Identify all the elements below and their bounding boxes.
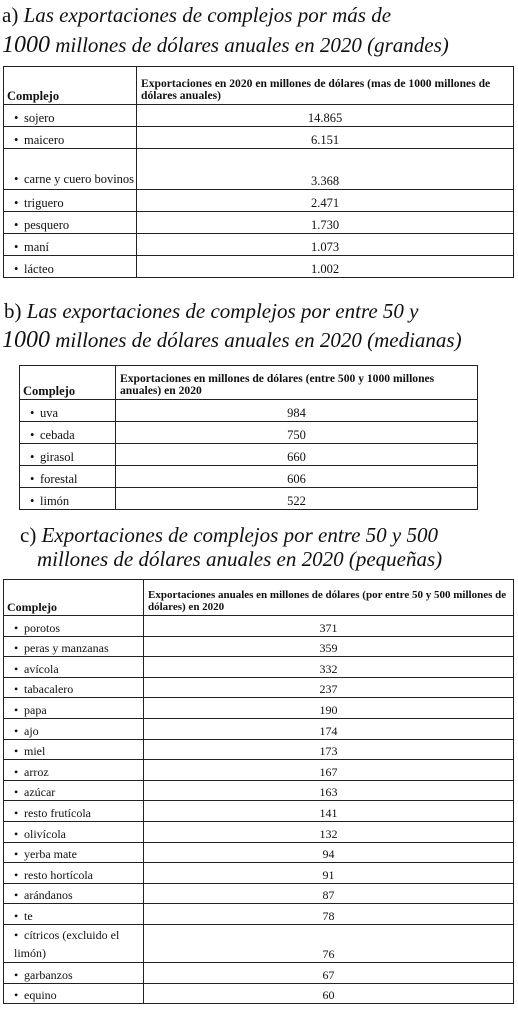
column-header-complejo: Complejo [20,366,116,400]
table-row [20,488,478,510]
export-value: 87 [144,883,514,904]
table-row [4,904,514,925]
section-c-title-2 [37,546,518,572]
complex-name: • limón [20,488,116,510]
table-row [4,801,514,822]
complex-name: • cebada [20,422,116,444]
complex-name: • triguero [4,190,137,212]
complex-name: • resto frutícola [4,801,144,822]
complex-name: • papa [4,698,144,719]
complex-name: • te [4,904,144,925]
complex-name: • azúcar [4,780,144,801]
table-row [4,636,514,657]
export-value: 190 [144,698,514,719]
section-a-title-line2: millones de dólares anuales en 2020 (grandes) [55,33,449,57]
export-value: 3.368 [137,149,514,190]
table-row [4,983,514,1004]
table-row [20,466,478,488]
complex-name: • resto hortícola [4,863,144,884]
section-a-title-line1: Las exportaciones de complejos por más de [23,3,392,27]
complex-name: • uva [20,400,116,422]
table-row [4,234,514,256]
export-value: 173 [144,739,514,760]
table-header-row [4,67,514,105]
table-row [4,657,514,678]
table-large-complexes [3,66,514,278]
export-value: 6.151 [137,127,514,149]
complex-name: • olivícola [4,821,144,842]
section-c-title [20,522,518,548]
section-b-title-2 [2,327,518,353]
section-b-title-line1: Las exportaciones de complejos por entre 50 y [26,299,419,323]
export-value: 67 [144,962,514,983]
export-value: 132 [144,821,514,842]
table-row [4,212,514,234]
export-value: 984 [116,400,478,422]
section-b-title [4,298,518,324]
export-value: 78 [144,904,514,925]
table-header-row [20,366,478,400]
table-row [20,422,478,444]
section-c-title-line2: millones de dólares anuales en 2020 (pequeñas) [37,547,443,571]
export-value: 1.073 [137,234,514,256]
complex-name: • avícola [4,657,144,678]
table-row [4,739,514,760]
section-a-title-lead: a) [2,3,19,27]
table-row [4,677,514,698]
table-row [4,883,514,904]
export-value: 606 [116,466,478,488]
column-header-complejo: Complejo [4,67,137,105]
complex-name: • sojero [4,105,137,127]
section-a-title-2 [2,32,518,58]
table-row [4,105,514,127]
complex-name: • arándanos [4,883,144,904]
section-b-title-lead: b) [4,299,22,323]
table-row [4,780,514,801]
table-row [4,149,514,190]
complex-name: • forestal [20,466,116,488]
table-row [4,718,514,739]
export-value: 163 [144,780,514,801]
complex-name: • porotos [4,616,144,637]
section-c-title-line1: Exportaciones de complejos por entre 50 y 500 [41,523,438,547]
complex-name: • girasol [20,444,116,466]
export-value: 14.865 [137,105,514,127]
complex-name: • ajo [4,718,144,739]
column-header-complejo: Complejo [4,580,144,616]
export-value: 76 [144,924,514,962]
table-row [4,842,514,863]
export-value: 2.471 [137,190,514,212]
column-header-exports: Exportaciones anuales en millones de dólares (por entre 50 y 500 millones de dólares) en 2020 [144,580,514,616]
export-value: 237 [144,677,514,698]
table-row [4,760,514,781]
complex-name: • tabacalero [4,677,144,698]
section-a-title [2,2,518,28]
table-row [20,400,478,422]
table-row [20,444,478,466]
table-row [4,190,514,212]
column-header-exports: Exportaciones en millones de dólares (entre 500 y 1000 millones anuales) en 2020 [116,366,478,400]
table-row [4,256,514,278]
complex-name: • yerba mate [4,842,144,863]
export-value: 141 [144,801,514,822]
export-value: 94 [144,842,514,863]
table-row [4,924,514,962]
export-value: 359 [144,636,514,657]
table-row [4,616,514,637]
export-value: 750 [116,422,478,444]
complex-name: • maní [4,234,137,256]
export-value: 91 [144,863,514,884]
complex-name: • miel [4,739,144,760]
section-b-title-number: 1000 [2,327,50,353]
complex-name: • equino [4,983,144,1004]
complex-name: • carne y cuero bovinos [4,149,137,190]
export-value: 660 [116,444,478,466]
complex-name: • cítricos (excluido el limón) [4,924,144,962]
table-row [4,962,514,983]
complex-name: • pesquero [4,212,137,234]
table-row [4,127,514,149]
table-small-complexes [3,579,514,1004]
table-row [4,698,514,719]
table-row [4,821,514,842]
export-value: 522 [116,488,478,510]
table-medium-complexes [19,365,478,510]
export-value: 371 [144,616,514,637]
export-value: 60 [144,983,514,1004]
export-value: 174 [144,718,514,739]
export-value: 1.002 [137,256,514,278]
export-value: 332 [144,657,514,678]
export-value: 167 [144,760,514,781]
table-row [4,863,514,884]
section-c-title-lead: c) [20,523,37,547]
complex-name: • maicero [4,127,137,149]
section-b-title-line2: millones de dólares anuales en 2020 (medianas) [55,328,462,352]
complex-name: • arroz [4,760,144,781]
complex-name: • peras y manzanas [4,636,144,657]
table-header-row [4,580,514,616]
export-value: 1.730 [137,212,514,234]
section-a-title-number: 1000 [2,32,50,58]
complex-name: • garbanzos [4,962,144,983]
column-header-exports: Exportaciones en 2020 en millones de dólares (mas de 1000 millones de dólares anuales) [137,67,514,105]
complex-name: • lácteo [4,256,137,278]
